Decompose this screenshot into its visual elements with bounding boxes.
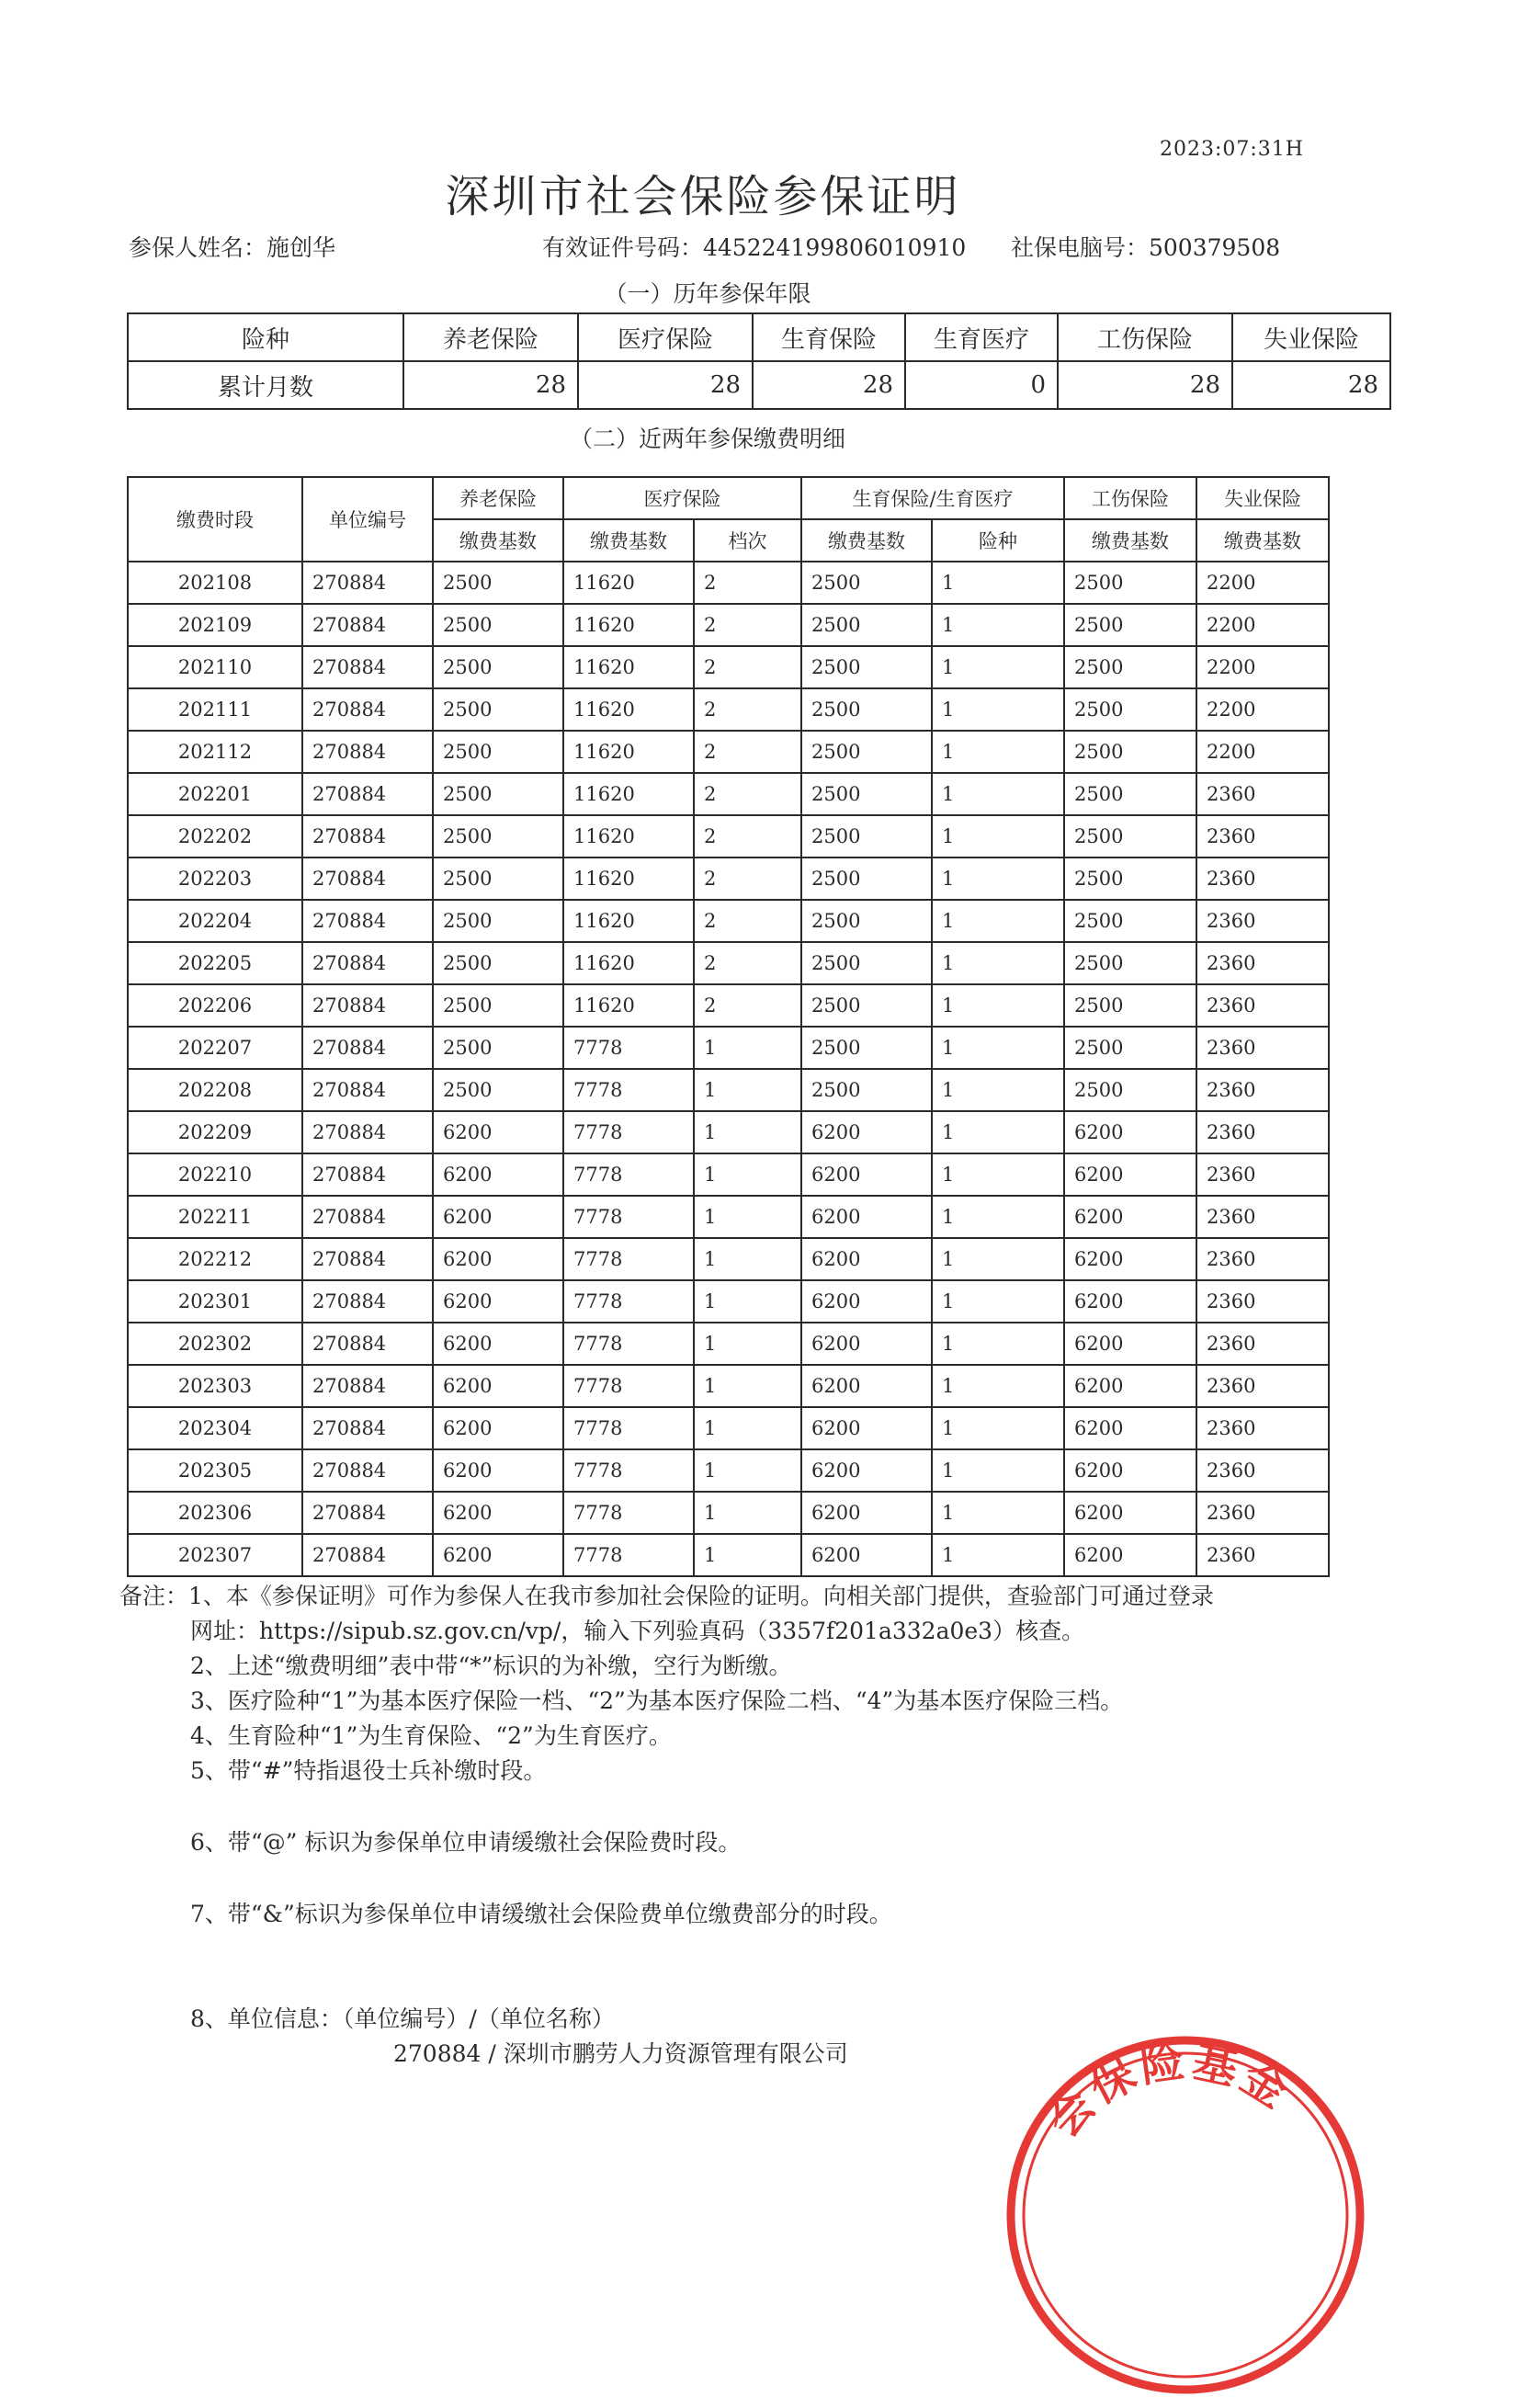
table-cell: 270884 [302, 1492, 433, 1534]
table-cell: 6200 [801, 1153, 932, 1196]
value-cell: 28 [753, 361, 905, 409]
table-cell: 1 [932, 1196, 1064, 1238]
table-cell: 11620 [563, 688, 694, 731]
table-cell: 6200 [1064, 1111, 1196, 1153]
table-cell: 2360 [1196, 900, 1329, 942]
table-cell: 2 [694, 773, 801, 815]
table-cell: 2360 [1196, 942, 1329, 984]
svg-text:会保险基金: 会保险基金 [1037, 2035, 1300, 2148]
table-cell: 270884 [302, 646, 433, 688]
table-cell: 6200 [1064, 1196, 1196, 1238]
table-cell: 6200 [433, 1280, 563, 1323]
table-cell: 2200 [1196, 562, 1329, 604]
table-row [128, 604, 1329, 646]
header-cell: 缴费基数 [563, 519, 694, 562]
table-cell: 7778 [563, 1196, 694, 1238]
table-cell: 6200 [433, 1153, 563, 1196]
table-cell: 2500 [433, 815, 563, 858]
table-cell: 11620 [563, 773, 694, 815]
table-cell: 270884 [302, 1534, 433, 1576]
header-cell: 失业保险 [1232, 313, 1390, 361]
table-row [128, 562, 1329, 604]
table-cell: 2200 [1196, 646, 1329, 688]
social-security-number: 社保电脑号：500379508 [1011, 234, 1281, 261]
table-cell: 11620 [563, 731, 694, 773]
table-cell: 2360 [1196, 1280, 1329, 1323]
table-cell: 2200 [1196, 731, 1329, 773]
header-cell: 生育医疗 [905, 313, 1058, 361]
table-cell: 7778 [563, 1153, 694, 1196]
table-cell: 1 [932, 773, 1064, 815]
table-cell: 2360 [1196, 858, 1329, 900]
table-cell: 2500 [433, 773, 563, 815]
table-row [128, 1492, 1329, 1534]
table-cell: 7778 [563, 1492, 694, 1534]
note-line: 6、带“@” 标识为参保单位申请缓缴社会保险费时段。 [190, 1829, 742, 1856]
table-cell: 202303 [128, 1365, 302, 1407]
header-cell: 档次 [694, 519, 801, 562]
value-cell: 28 [1058, 361, 1232, 409]
table-cell: 202210 [128, 1153, 302, 1196]
table-cell: 202202 [128, 815, 302, 858]
section1-title: （一）历年参保年限 [604, 280, 811, 307]
table-cell: 202112 [128, 731, 302, 773]
table-cell: 11620 [563, 562, 694, 604]
table-cell: 1 [694, 1069, 801, 1111]
table-cell: 202201 [128, 773, 302, 815]
table-cell: 11620 [563, 815, 694, 858]
table-cell: 1 [932, 1069, 1064, 1111]
table-cell: 2500 [801, 984, 932, 1027]
table-cell: 2360 [1196, 815, 1329, 858]
table-cell: 1 [932, 1534, 1064, 1576]
table-cell: 2500 [801, 858, 932, 900]
table-cell: 6200 [1064, 1534, 1196, 1576]
table-cell: 2 [694, 688, 801, 731]
contribution-years-table [127, 312, 1391, 410]
table-cell: 2 [694, 562, 801, 604]
table-cell: 6200 [433, 1196, 563, 1238]
document-title: 深圳市社会保险参保证明 [445, 171, 961, 222]
table-cell: 1 [932, 1238, 1064, 1280]
table-cell: 7778 [563, 1323, 694, 1365]
table-cell: 6200 [1064, 1153, 1196, 1196]
table-cell: 1 [932, 1280, 1064, 1323]
table-cell: 11620 [563, 984, 694, 1027]
table-cell: 202206 [128, 984, 302, 1027]
row-label: 累计月数 [128, 361, 403, 409]
table-cell: 202205 [128, 942, 302, 984]
table-cell: 2 [694, 731, 801, 773]
table-cell: 11620 [563, 858, 694, 900]
table-cell: 270884 [302, 1111, 433, 1153]
table-cell: 6200 [1064, 1280, 1196, 1323]
table-row [128, 1238, 1329, 1280]
table-row [128, 1323, 1329, 1365]
table-cell: 2500 [801, 646, 932, 688]
table-cell: 2500 [433, 942, 563, 984]
table-cell: 6200 [801, 1196, 932, 1238]
table-cell: 6200 [1064, 1238, 1196, 1280]
table-row [128, 900, 1329, 942]
table-cell: 270884 [302, 984, 433, 1027]
header-cell: 缴费基数 [1196, 519, 1329, 562]
table-cell: 2500 [433, 900, 563, 942]
note-line: 3、医疗险种“1”为基本医疗保险一档、“2”为基本医疗保险二档、“4”为基本医疗保险三档。 [190, 1687, 1124, 1714]
value-cell: 28 [1232, 361, 1390, 409]
payment-detail-table [127, 476, 1330, 1577]
table-row [128, 1196, 1329, 1238]
table-row [128, 942, 1329, 984]
note-line: 4、生育险种“1”为生育保险、“2”为生育医疗。 [190, 1722, 672, 1749]
table-cell: 270884 [302, 1069, 433, 1111]
table-row [128, 858, 1329, 900]
table-cell: 2200 [1196, 688, 1329, 731]
table-cell: 270884 [302, 900, 433, 942]
table-cell: 270884 [302, 1153, 433, 1196]
value-cell: 28 [403, 361, 578, 409]
table-cell: 1 [694, 1534, 801, 1576]
table-row [128, 1027, 1329, 1069]
table-cell: 270884 [302, 1196, 433, 1238]
table-row [128, 1069, 1329, 1111]
table-cell: 2500 [801, 942, 932, 984]
table-cell: 202111 [128, 688, 302, 731]
header-cell: 失业保险 [1196, 477, 1329, 519]
table-cell: 1 [694, 1111, 801, 1153]
table-cell: 6200 [433, 1365, 563, 1407]
header-cell: 缴费基数 [433, 519, 563, 562]
table-row [128, 1111, 1329, 1153]
table-cell: 2500 [433, 604, 563, 646]
table-cell: 2500 [433, 646, 563, 688]
table-cell: 1 [932, 646, 1064, 688]
table-cell: 270884 [302, 1449, 433, 1492]
header-cell: 生育保险 [753, 313, 905, 361]
table-cell: 6200 [1064, 1492, 1196, 1534]
table-cell: 2500 [433, 1069, 563, 1111]
table-cell: 1 [932, 731, 1064, 773]
table-cell: 2360 [1196, 1492, 1329, 1534]
table-cell: 2360 [1196, 1323, 1329, 1365]
table-cell: 1 [932, 942, 1064, 984]
table-cell: 202212 [128, 1238, 302, 1280]
table-cell: 6200 [801, 1534, 932, 1576]
table-cell: 2360 [1196, 1365, 1329, 1407]
note-line: 网址：https://sipub.sz.gov.cn/vp/，输入下列验真码（3357f201a332a0e3）核查。 [190, 1618, 1085, 1644]
table-cell: 202307 [128, 1534, 302, 1576]
table-cell: 2360 [1196, 1027, 1329, 1069]
table-cell: 2360 [1196, 1407, 1329, 1449]
table-cell: 6200 [801, 1111, 932, 1153]
table-cell: 11620 [563, 604, 694, 646]
table-cell: 2360 [1196, 773, 1329, 815]
table-cell: 7778 [563, 1069, 694, 1111]
table-cell: 2500 [801, 773, 932, 815]
table-cell: 2500 [801, 604, 932, 646]
table-cell: 1 [932, 1407, 1064, 1449]
table-cell: 2360 [1196, 984, 1329, 1027]
section2-title: （二）近两年参保缴费明细 [569, 426, 845, 452]
table-cell: 1 [932, 562, 1064, 604]
table-cell: 2500 [1064, 731, 1196, 773]
table-cell: 1 [694, 1323, 801, 1365]
note-line: 8、单位信息：（单位编号）/（单位名称） [190, 2005, 615, 2032]
note-line: 2、上述“缴费明细”表中带“*”标识的为补缴，空行为断缴。 [190, 1653, 792, 1679]
table-cell: 2 [694, 858, 801, 900]
table-cell: 1 [932, 604, 1064, 646]
header-cell: 工伤保险 [1064, 477, 1196, 519]
table-cell: 1 [932, 858, 1064, 900]
table-cell: 2500 [1064, 815, 1196, 858]
table-cell: 1 [694, 1407, 801, 1449]
table-cell: 7778 [563, 1111, 694, 1153]
table-cell: 2500 [1064, 942, 1196, 984]
table-cell: 2500 [433, 562, 563, 604]
table-cell: 2500 [1064, 688, 1196, 731]
table-cell: 1 [694, 1492, 801, 1534]
table-cell: 270884 [302, 1280, 433, 1323]
table-row [128, 1407, 1329, 1449]
table-cell: 2500 [801, 688, 932, 731]
table-cell: 7778 [563, 1238, 694, 1280]
header-cell: 生育保险/生育医疗 [801, 477, 1064, 519]
header-cell: 养老保险 [403, 313, 578, 361]
table-cell: 1 [932, 1111, 1064, 1153]
table-cell: 202306 [128, 1492, 302, 1534]
table-cell: 6200 [1064, 1365, 1196, 1407]
table-cell: 2500 [1064, 1069, 1196, 1111]
table-cell: 2360 [1196, 1238, 1329, 1280]
table-cell: 2500 [433, 1027, 563, 1069]
table-cell: 6200 [1064, 1449, 1196, 1492]
table-cell: 2500 [433, 688, 563, 731]
note-line: 7、带“&”标识为参保单位申请缓缴社会保险费单位缴费部分的时段。 [190, 1901, 892, 1927]
table-cell: 6200 [433, 1238, 563, 1280]
table-cell: 2500 [1064, 604, 1196, 646]
table-cell: 2360 [1196, 1153, 1329, 1196]
table-cell: 2 [694, 646, 801, 688]
table-row [128, 688, 1329, 731]
table-cell: 202209 [128, 1111, 302, 1153]
years-header-row [128, 313, 1390, 361]
table-cell: 6200 [433, 1111, 563, 1153]
table-cell: 6200 [433, 1492, 563, 1534]
table-cell: 202304 [128, 1407, 302, 1449]
header-cell: 缴费基数 [801, 519, 932, 562]
table-cell: 1 [932, 1153, 1064, 1196]
detail-body [128, 562, 1329, 1576]
table-cell: 2500 [1064, 646, 1196, 688]
table-cell: 6200 [801, 1365, 932, 1407]
header-cell: 单位编号 [302, 477, 433, 562]
header-cell: 险种 [932, 519, 1064, 562]
table-cell: 2500 [1064, 984, 1196, 1027]
table-row [128, 1534, 1329, 1576]
table-cell: 2 [694, 984, 801, 1027]
table-cell: 1 [932, 1492, 1064, 1534]
table-cell: 6200 [433, 1449, 563, 1492]
table-cell: 1 [932, 815, 1064, 858]
table-cell: 1 [932, 1449, 1064, 1492]
table-cell: 1 [932, 900, 1064, 942]
table-cell: 2500 [801, 815, 932, 858]
official-seal-stamp [992, 2022, 1378, 2408]
table-cell: 7778 [563, 1534, 694, 1576]
table-cell: 2500 [433, 858, 563, 900]
table-cell: 11620 [563, 942, 694, 984]
id-number: 有效证件号码：445224199806010910 [542, 234, 967, 261]
table-cell: 6200 [1064, 1323, 1196, 1365]
table-cell: 1 [932, 1027, 1064, 1069]
company-info-line: 270884 / 深圳市鹏劳人力资源管理有限公司 [393, 2040, 848, 2067]
table-cell: 11620 [563, 646, 694, 688]
table-cell: 2500 [1064, 900, 1196, 942]
header-cell: 缴费基数 [1064, 519, 1196, 562]
table-cell: 6200 [801, 1238, 932, 1280]
table-cell: 270884 [302, 731, 433, 773]
table-cell: 1 [932, 984, 1064, 1027]
table-cell: 2 [694, 900, 801, 942]
table-cell: 1 [694, 1449, 801, 1492]
table-cell: 202302 [128, 1323, 302, 1365]
notes [119, 1579, 1406, 2072]
table-cell: 2200 [1196, 604, 1329, 646]
table-cell: 2500 [1064, 773, 1196, 815]
table-cell: 1 [694, 1153, 801, 1196]
table-cell: 6200 [801, 1449, 932, 1492]
table-cell: 2 [694, 604, 801, 646]
value-cell: 0 [905, 361, 1058, 409]
table-cell: 270884 [302, 688, 433, 731]
note-line: 5、带“#”特指退役士兵补缴时段。 [190, 1757, 547, 1784]
table-row [128, 646, 1329, 688]
table-cell: 2500 [801, 731, 932, 773]
table-row [128, 1153, 1329, 1196]
header-cell: 养老保险 [433, 477, 563, 519]
table-cell: 270884 [302, 942, 433, 984]
detail-header-row-top [128, 477, 1329, 519]
table-row [128, 1365, 1329, 1407]
table-cell: 2500 [1064, 858, 1196, 900]
table-row [128, 815, 1329, 858]
table-cell: 2360 [1196, 1196, 1329, 1238]
table-cell: 2500 [801, 1027, 932, 1069]
table-row [128, 1449, 1329, 1492]
years-values-row [128, 361, 1390, 409]
table-cell: 202203 [128, 858, 302, 900]
value-cell: 28 [578, 361, 753, 409]
table-cell: 202301 [128, 1280, 302, 1323]
table-cell: 270884 [302, 1238, 433, 1280]
table-cell: 270884 [302, 562, 433, 604]
table-cell: 202211 [128, 1196, 302, 1238]
table-cell: 6200 [801, 1323, 932, 1365]
table-cell: 2500 [801, 1069, 932, 1111]
table-cell: 6200 [1064, 1407, 1196, 1449]
table-cell: 202204 [128, 900, 302, 942]
table-cell: 1 [694, 1365, 801, 1407]
header-cell: 缴费时段 [128, 477, 302, 562]
table-cell: 6200 [801, 1407, 932, 1449]
table-cell: 2500 [433, 731, 563, 773]
table-cell: 6200 [801, 1280, 932, 1323]
table-cell: 202207 [128, 1027, 302, 1069]
table-cell: 2360 [1196, 1111, 1329, 1153]
insured-name: 参保人姓名：施创华 [129, 234, 336, 261]
table-cell: 2500 [801, 562, 932, 604]
table-cell: 7778 [563, 1365, 694, 1407]
table-cell: 6200 [801, 1492, 932, 1534]
table-cell: 270884 [302, 1323, 433, 1365]
table-cell: 202108 [128, 562, 302, 604]
table-cell: 1 [932, 1365, 1064, 1407]
table-cell: 1 [694, 1196, 801, 1238]
header-cell: 工伤保险 [1058, 313, 1232, 361]
table-cell: 2500 [1064, 562, 1196, 604]
table-row [128, 1280, 1329, 1323]
table-cell: 270884 [302, 1407, 433, 1449]
table-cell: 7778 [563, 1449, 694, 1492]
table-cell: 6200 [433, 1323, 563, 1365]
table-cell: 1 [694, 1280, 801, 1323]
table-cell: 7778 [563, 1027, 694, 1069]
table-cell: 202109 [128, 604, 302, 646]
table-cell: 6200 [433, 1407, 563, 1449]
table-row [128, 773, 1329, 815]
table-cell: 1 [932, 1323, 1064, 1365]
print-time: 2023:07:31H [1160, 138, 1304, 161]
header-cell: 医疗保险 [563, 477, 801, 519]
table-cell: 202110 [128, 646, 302, 688]
table-cell: 270884 [302, 815, 433, 858]
table-cell: 2360 [1196, 1069, 1329, 1111]
table-cell: 270884 [302, 858, 433, 900]
table-cell: 2 [694, 815, 801, 858]
table-cell: 2500 [1064, 1027, 1196, 1069]
table-cell: 11620 [563, 900, 694, 942]
table-cell: 1 [694, 1027, 801, 1069]
note-line: 备注：1、本《参保证明》可作为参保人在我市参加社会保险的证明。向相关部门提供，查验部门可通过登录 [119, 1583, 1214, 1609]
table-cell: 270884 [302, 773, 433, 815]
table-cell: 6200 [433, 1534, 563, 1576]
table-cell: 2500 [801, 900, 932, 942]
table-cell: 2 [694, 942, 801, 984]
header-cell: 医疗保险 [578, 313, 753, 361]
table-cell: 1 [694, 1238, 801, 1280]
table-cell: 2360 [1196, 1534, 1329, 1576]
table-cell: 202305 [128, 1449, 302, 1492]
table-cell: 270884 [302, 1027, 433, 1069]
table-cell: 270884 [302, 1365, 433, 1407]
table-row [128, 731, 1329, 773]
table-cell: 202208 [128, 1069, 302, 1111]
table-row [128, 984, 1329, 1027]
table-cell: 7778 [563, 1280, 694, 1323]
table-cell: 270884 [302, 604, 433, 646]
table-cell: 2360 [1196, 1449, 1329, 1492]
table-cell: 1 [932, 688, 1064, 731]
table-cell: 7778 [563, 1407, 694, 1449]
header-cell: 险种 [128, 313, 403, 361]
table-cell: 2500 [433, 984, 563, 1027]
